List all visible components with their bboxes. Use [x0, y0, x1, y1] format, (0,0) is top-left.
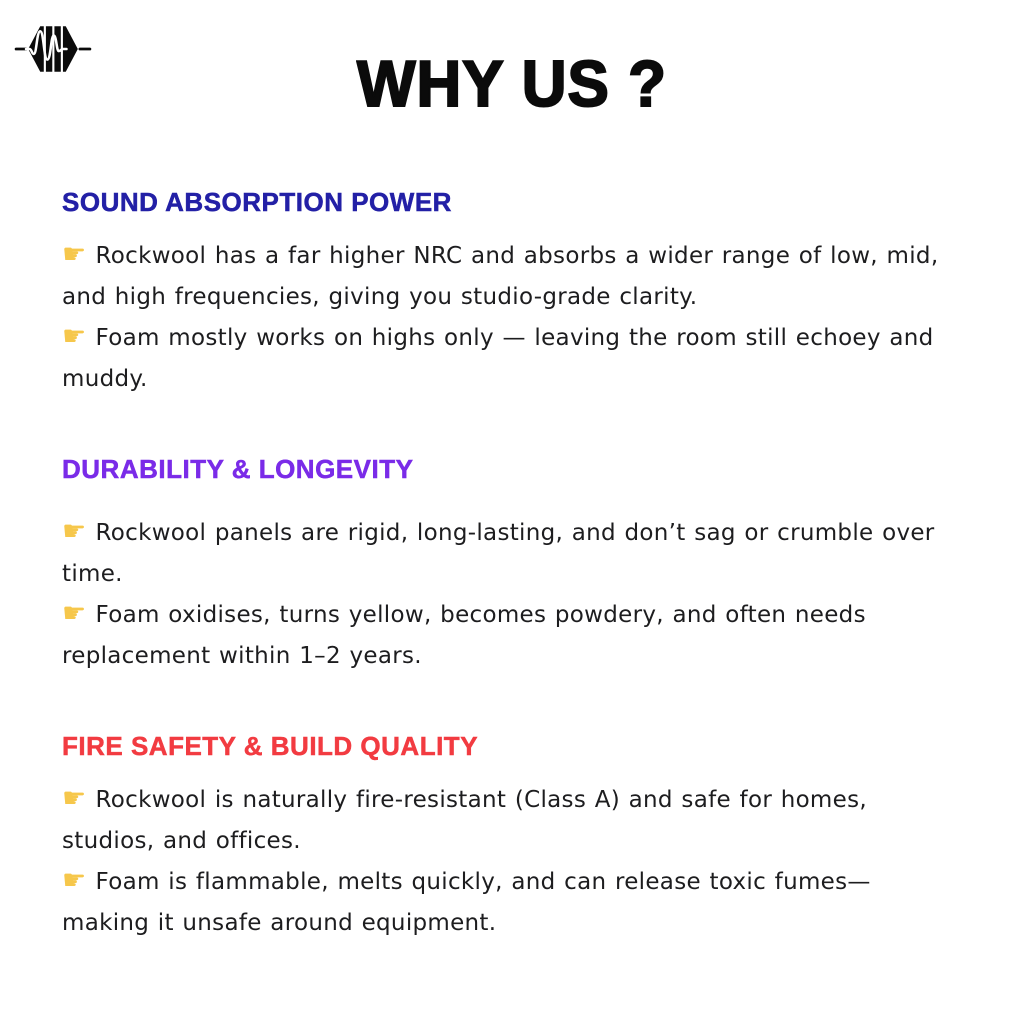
bullet-line: [62, 236, 947, 318]
bullet-text: Rockwool panels are rigid, long-lasting, and don’t sag or crumble over time.: [62, 520, 935, 587]
bullet-text: Foam mostly works on highs only — leaving the room still echoey and muddy.: [62, 325, 934, 392]
page-title: WHY US ?: [357, 48, 667, 121]
bullet-text: Foam is flammable, melts quickly, and can release toxic fumes—making it unsafe around equipment.: [62, 869, 871, 936]
pointing-finger-icon: ☛: [62, 598, 87, 629]
bullet-line: [62, 595, 947, 677]
section-sound-absorption: [62, 187, 962, 400]
pointing-finger-icon: ☛: [62, 239, 87, 270]
section-fire-safety: [62, 731, 962, 944]
pointing-finger-icon: ☛: [62, 321, 87, 352]
section-heading: FIRE SAFETY & BUILD QUALITY: [62, 731, 479, 761]
content-area: [0, 187, 1024, 944]
section-durability: [62, 454, 962, 677]
section-heading: SOUND ABSORPTION POWER: [62, 187, 452, 217]
bullet-line: [62, 780, 947, 862]
pointing-finger-icon: ☛: [62, 516, 87, 547]
bullet-line: [62, 513, 947, 595]
bullet-text: Foam oxidises, turns yellow, becomes powdery, and often needs replacement within 1–2 years.: [62, 602, 866, 669]
bullet-text: Rockwool is naturally fire-resistant (Class A) and safe for homes, studios, and offices.: [62, 787, 867, 854]
pointing-finger-icon: ☛: [62, 865, 87, 896]
bullet-line: [62, 318, 947, 400]
bullet-line: [62, 862, 947, 944]
bullet-text: Rockwool has a far higher NRC and absorbs a wider range of low, mid, and high frequencies, giving you studio-grade clarity.: [62, 243, 939, 310]
section-heading: DURABILITY & LONGEVITY: [62, 454, 414, 484]
pointing-finger-icon: ☛: [62, 783, 87, 814]
